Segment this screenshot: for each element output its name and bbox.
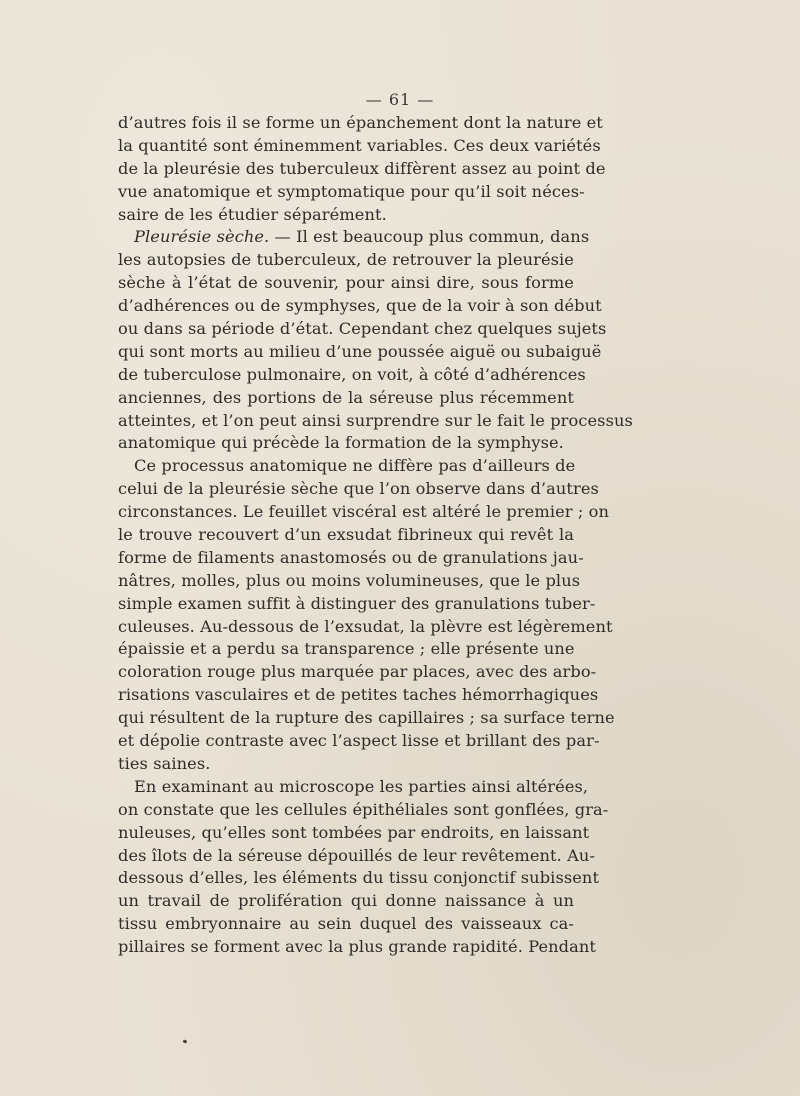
line-text: les autopsies de tuberculeux, de retrouver la pleurésie: [118, 250, 574, 270]
line-text: En examinant au microscope les parties ainsi altérées,: [134, 776, 589, 796]
text-line: [118, 364, 586, 387]
line-text: ou dans sa période d’état. Cependant chez quelques sujets: [118, 319, 607, 339]
line-text: on constate que les cellules épithéliales sont gonflées, gra-: [118, 799, 609, 819]
section-heading: Pleurésie sèche.: [134, 227, 270, 247]
text-line: [118, 135, 601, 158]
line-text: et dépolie contraste avec l’aspect lisse et brillant des par-: [118, 731, 600, 751]
text-line: [118, 547, 584, 570]
text-line: [118, 112, 603, 135]
text-line: [118, 753, 574, 776]
text-line: [118, 730, 600, 753]
line-text: simple examen suffit à distinguer des granulations tuber-: [118, 593, 596, 613]
line-text: atteintes, et l’on peut ainsi surprendre sur le fait le processus: [118, 410, 633, 430]
line-text: dessous d’elles, les éléments du tissu conjonctif subissent: [118, 868, 600, 888]
text-line: [118, 638, 574, 661]
line-text: qui sont morts au milieu d’une poussée aiguë ou subaiguë: [118, 341, 602, 361]
line-text: nâtres, molles, plus ou moins volumineuses, que le plus: [118, 570, 581, 590]
line-text: coloration rouge plus marquée par places, avec des arbo-: [118, 662, 597, 682]
line-text: des îlots de la séreuse dépouillés de leur revêtement. Au-: [118, 845, 596, 865]
line-text: d’adhérences ou de symphyses, que de la voir à son début: [118, 296, 602, 316]
line-text: épaissie et a perdu sa transparence ; elle présente une: [118, 639, 575, 659]
line-text: de tuberculose pulmonaire, on voit, à côté d’adhérences: [118, 364, 586, 384]
text-line: [118, 387, 574, 410]
line-text: Ce processus anatomique ne diffère pas d’ailleurs de: [134, 456, 576, 476]
text-line: [118, 867, 600, 890]
ink-speck: [183, 1039, 188, 1043]
text-line: [118, 822, 590, 845]
text-line: [118, 684, 599, 707]
text-line: [118, 501, 610, 524]
line-text: circonstances. Le feuillet viscéral est altéré le premier ; on: [118, 502, 610, 522]
line-text: — Il est beaucoup plus commun, dans: [269, 227, 590, 247]
line-text: anatomique qui précède la formation de la symphyse.: [118, 433, 564, 453]
text-line: [118, 226, 590, 249]
text-line: [118, 410, 633, 433]
line-text: un travail de prolifération qui donne naissance à un: [118, 891, 574, 911]
text-line: [118, 890, 574, 913]
text-line: [118, 845, 596, 868]
line-text: vue anatomique et symptomatique pour qu’il soit néces-: [118, 181, 585, 201]
text-line: [118, 799, 609, 822]
text-line: [118, 570, 581, 593]
text-line: [118, 707, 615, 730]
text-line: [118, 524, 574, 547]
body-text: [118, 112, 633, 959]
line-text: celui de la pleurésie sèche que l’on observe dans d’autres: [118, 479, 599, 499]
text-line: [118, 661, 597, 684]
line-text: la quantité sont éminemment variables. Ces deux variétés: [118, 135, 601, 155]
text-line: [118, 455, 574, 478]
line-text: sèche à l’état de souvenir, pour ainsi dire, sous forme: [118, 273, 574, 293]
text-line: [118, 341, 602, 364]
text-line: [118, 913, 574, 936]
line-text: ties saines.: [118, 753, 211, 773]
text-line: [118, 295, 602, 318]
line-text: d’autres fois il se forme un épanchement dont la nature et: [118, 113, 603, 132]
page-number: — 61 —: [365, 90, 435, 109]
line-text: risations vasculaires et de petites taches hémorrhagiques: [118, 685, 599, 705]
text-line: [118, 272, 574, 295]
text-line: [118, 776, 589, 799]
text-line: [118, 181, 585, 204]
line-text: culeuses. Au-dessous de l’exsudat, la plèvre est légèrement: [118, 616, 613, 636]
line-text: saire de les étudier séparément.: [118, 204, 387, 224]
line-text: anciennes, des portions de la séreuse plus récemment: [118, 387, 574, 407]
line-text: forme de filaments anastomosés ou de granulations jau-: [118, 547, 584, 567]
text-line: [118, 158, 606, 181]
line-text: pillaires se forment avec la plus grande rapidité. Pendant: [118, 937, 597, 957]
line-text: nuleuses, qu’elles sont tombées par endroits, en laissant: [118, 822, 590, 842]
text-line: [118, 593, 596, 616]
text-line: [118, 318, 607, 341]
text-line: [118, 249, 574, 272]
line-text: qui résultent de la rupture des capillaires ; sa surface terne: [118, 708, 615, 728]
text-line: [118, 432, 574, 455]
text-line: [118, 204, 574, 227]
line-text: de la pleurésie des tuberculeux diffèrent assez au point de: [118, 158, 606, 178]
text-line: [118, 478, 599, 501]
line-text: le trouve recouvert d’un exsudat fibrineux qui revêt la: [118, 525, 574, 545]
text-line: [118, 616, 613, 639]
line-text: tissu embryonnaire au sein duquel des vaisseaux ca-: [118, 914, 574, 934]
text-line: [118, 936, 597, 959]
